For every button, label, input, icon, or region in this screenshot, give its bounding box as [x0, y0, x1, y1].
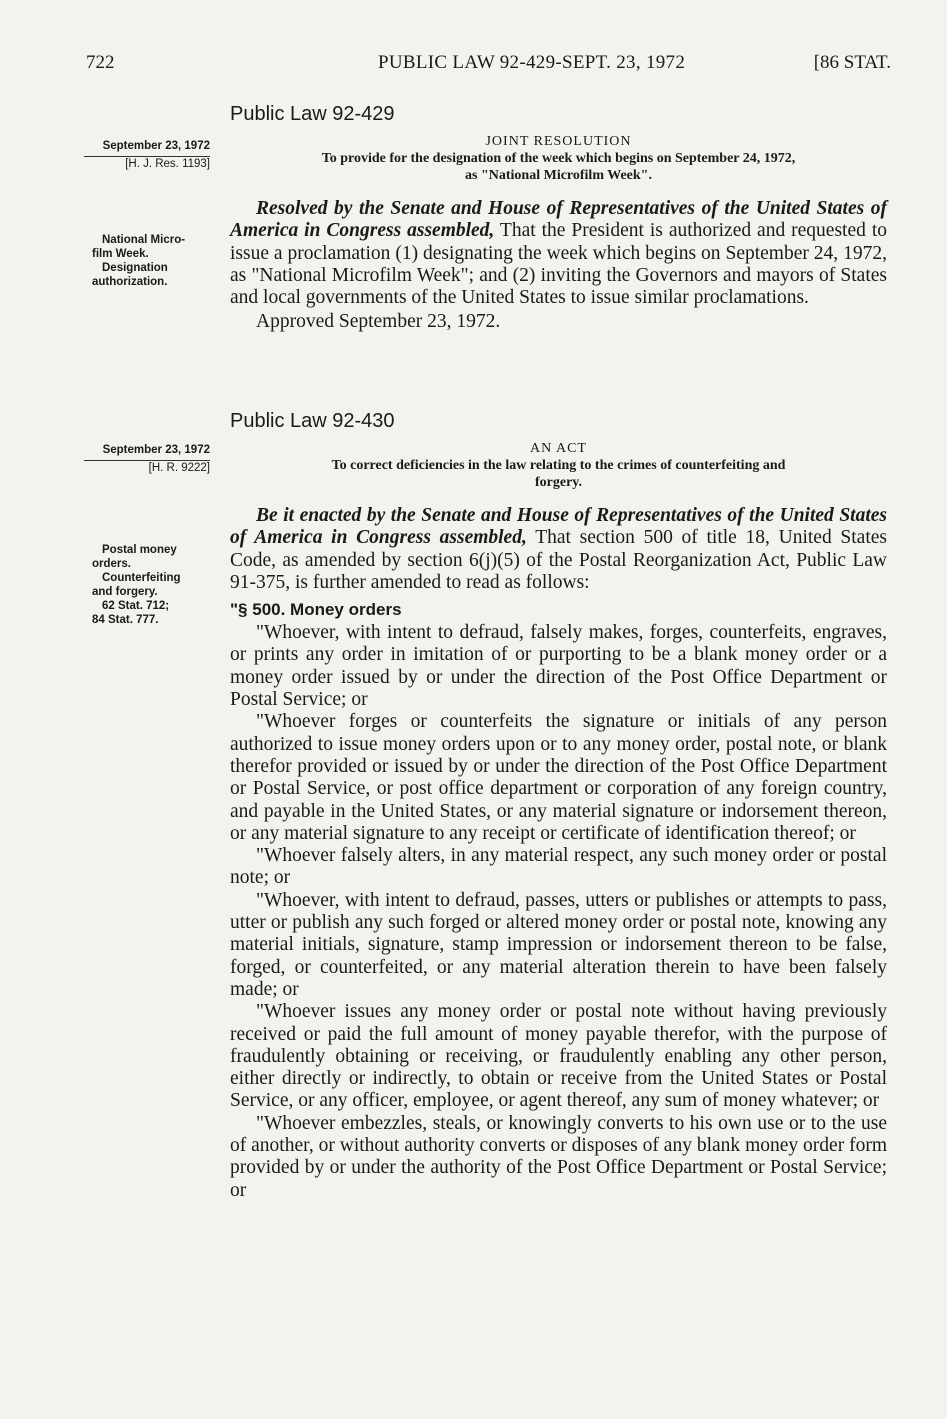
approval-date: Approved September 23, 1972. [256, 311, 501, 333]
margin-bill-ref: [H. J. Res. 1193] [125, 158, 210, 170]
page-number: 722 [86, 52, 115, 73]
margin-note-line: orders. [92, 558, 131, 570]
running-head: PUBLIC LAW 92-429-SEPT. 23, 1972 [378, 52, 686, 73]
volume-ref: [86 STAT. [813, 52, 891, 73]
law-title: Public Law 92-429 [230, 103, 395, 125]
page-header [86, 52, 891, 86]
enacting-formula: Be it enacted by the Senate and House of Representatives of the United States of America in Congress assembled, [230, 505, 887, 549]
section-heading: "§ 500. Money orders [230, 600, 402, 620]
purpose-line: To provide for the designation of the week which begins on September 24, 1972, [321, 151, 796, 166]
law-title: Public Law 92-430 [230, 410, 395, 432]
paragraph: "Whoever, with intent to defraud, passes, utters or publishes or attempts to pass, utter or publish any such forged or altered money order or postal note, knowing any material initials, signature, stamp impression or indorsement thereon to be false, forged, or counterfeited, or any material alteration therein to have been falsely made; or [230, 889, 887, 1000]
enacting-text: That the President is authorized and requested to issue a proclamation (1) designating the week which begins on September 24, 1972, as "National Microfilm Week"; and (2) inviting the Governors and mayors of States and local governments of the United States to issue similar proclamations. [230, 220, 887, 309]
margin-note-line: and forgery. [92, 586, 158, 598]
margin-note-line: National Micro- [102, 234, 186, 246]
margin-date: September 23, 1972 [84, 443, 210, 461]
law-92-430 [230, 410, 887, 1202]
margin-note [84, 233, 218, 289]
margin-note-line: 62 Stat. 712; [102, 600, 170, 612]
margin-citation [84, 443, 210, 475]
paragraph: "Whoever issues any money order or postal note without having previously received or paid the full amount of money payable therefor, with the purpose of fraudulently obtaining or receiving, or fraudulently enabling any other person, either directly or indirectly, to obtain or receive from the United States or Postal Service, or any officer, employee, or agent thereof, any sum of money whatever; or [230, 1001, 887, 1112]
enacting-text: That section 500 of title 18, United States Code, as amended by section 6(j)(5) of the Postal Reorganization Act, Public Law 91-375, is further amended to read as follows: [230, 527, 887, 593]
purpose-line: To correct deficiencies in the law relating to the crimes of counterfeiting and [331, 458, 786, 473]
purpose-line: forgery. [534, 475, 583, 490]
margin-note-line: Designation [102, 262, 168, 274]
paragraph: "Whoever embezzles, steals, or knowingly converts to his own use or to the use of another, or without authority converts or disposes of any blank money order form provided by or under the authority of the Post Office Department or Postal Service; or [230, 1112, 887, 1201]
purpose-line: as "National Microfilm Week". [465, 168, 652, 183]
margin-note-line: 84 Stat. 777. [92, 614, 159, 626]
margin-note-line: authorization. [92, 276, 168, 288]
margin-note-line: Counterfeiting [102, 572, 181, 584]
law-92-429 [230, 103, 887, 333]
margin-date: September 23, 1972 [84, 139, 210, 157]
margin-bill-ref: [H. R. 9222] [148, 462, 210, 474]
paragraph: "Whoever forges or counterfeits the signature or initials of any person authorized to issue money orders upon or to any money order, postal note, or blank therefor provided or issued by or under the direction of the Post Office Department or Postal Service, or post office department or corporation of any foreign country, and payable in the United States, or any material signature or indorsement thereon, or any material signature to any receipt or certificate of identification thereof; or [230, 711, 887, 844]
enacting-formula: Resolved by the Senate and House of Representatives of the United States of America in Congress assembled, [230, 198, 887, 242]
margin-note-line: Postal money [102, 544, 177, 556]
act-type: AN ACT [530, 441, 587, 456]
margin-note [84, 543, 218, 627]
enacting-clause [230, 198, 887, 309]
margin-note-line: film Week. [92, 248, 149, 260]
margin-citation [84, 139, 210, 171]
act-type: JOINT RESOLUTION [485, 134, 632, 149]
section-text [230, 622, 887, 1202]
paragraph: "Whoever, with intent to defraud, falsely makes, forges, counterfeits, engraves, or prints any order in imitation of or purporting to be a blank money order or a money order issued by or under the direction of the Post Office Department or Postal Service; or [230, 622, 887, 711]
enacting-clause [230, 505, 887, 594]
paragraph: "Whoever falsely alters, in any material respect, any such money order or postal note; or [230, 845, 887, 889]
